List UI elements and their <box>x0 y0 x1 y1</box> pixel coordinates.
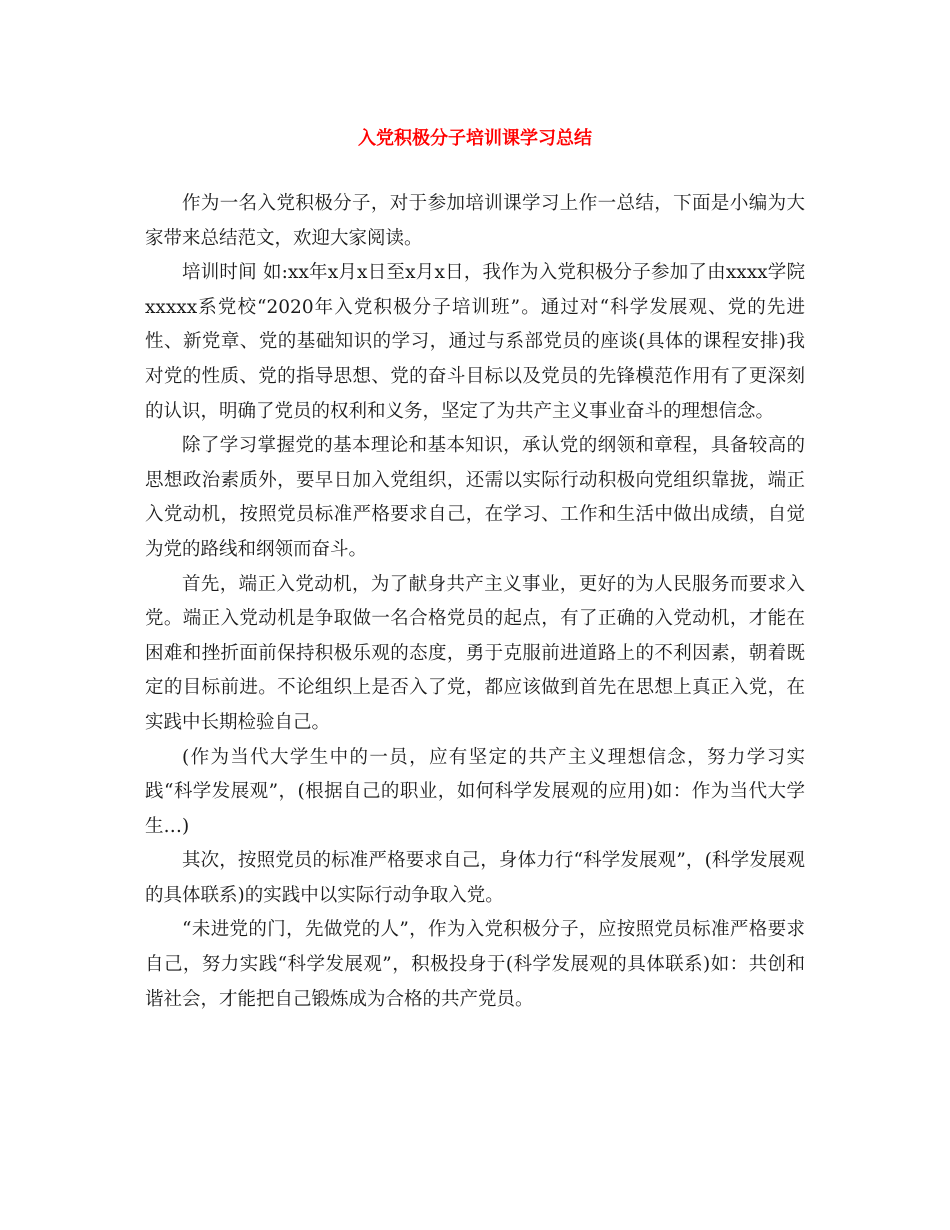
paragraph-closing: “未进党的门，先做党的人”，作为入党积极分子，应按照党员标准严格要求自己，努力实践“科学发展观”，积极投身于(科学发展观的具体联系)如：共创和谐社会，才能把自己锻炼成为合格的共产党员。 <box>145 919 805 1010</box>
paragraph-first: 首先，端正入党动机，为了献身共产主义事业，更好的为人民服务而要求入党。端正入党动机是争取做一名合格党员的起点，有了正确的入党动机，才能在困难和挫折面前保持积极乐观的态度，勇于克服前进道路上的不利因素，朝着既定的目标前进。不论组织上是否入了党，都应该做到首先在思想上真正入党，在实践中长期检验自己。 <box>145 573 805 733</box>
document-body <box>145 187 805 1017</box>
document-title: 入党积极分子培训课学习总结 <box>358 128 592 149</box>
paragraph-intro: 作为一名入党积极分子，对于参加培训课学习上作一总结，下面是小编为大家带来总结范文，欢迎大家阅读。 <box>145 193 805 249</box>
paragraph-training-time: 培训时间 如:xx年x月x日至x月x日，我作为入党积极分子参加了由xxxx学院xxxxx系党校“2020年入党积极分子培训班”。通过对“科学发展观、党的先进性、新党章、党的基础知识的学习，通过与系部党员的座谈(具体的课程安排)我对党的性质、党的指导思想、党的奋斗目标以及党员的先锋模范作用有了更深刻的认识，明确了党员的权利和义务，坚定了为共产主义事业奋斗的理想信念。 <box>145 262 805 422</box>
paragraph-second: 其次，按照党员的标准严格要求自己，身体力行“科学发展观”，(科学发展观的具体联系)的实践中以实际行动争取入党。 <box>145 850 805 906</box>
paragraph-student-note: (作为当代大学生中的一员，应有坚定的共产主义理想信念，努力学习实践“科学发展观”，(根据自己的职业，如何科学发展观的应用)如：作为当代大学生…) <box>145 746 805 837</box>
paragraph-basic-theory: 除了学习掌握党的基本理论和基本知识，承认党的纲领和章程，具备较高的思想政治素质外，要早日加入党组织，还需以实际行动积极向党组织靠拢，端正入党动机，按照党员标准严格要求自己，在学习、工作和生活中做出成绩，自觉为党的路线和纲领而奋斗。 <box>145 435 805 560</box>
